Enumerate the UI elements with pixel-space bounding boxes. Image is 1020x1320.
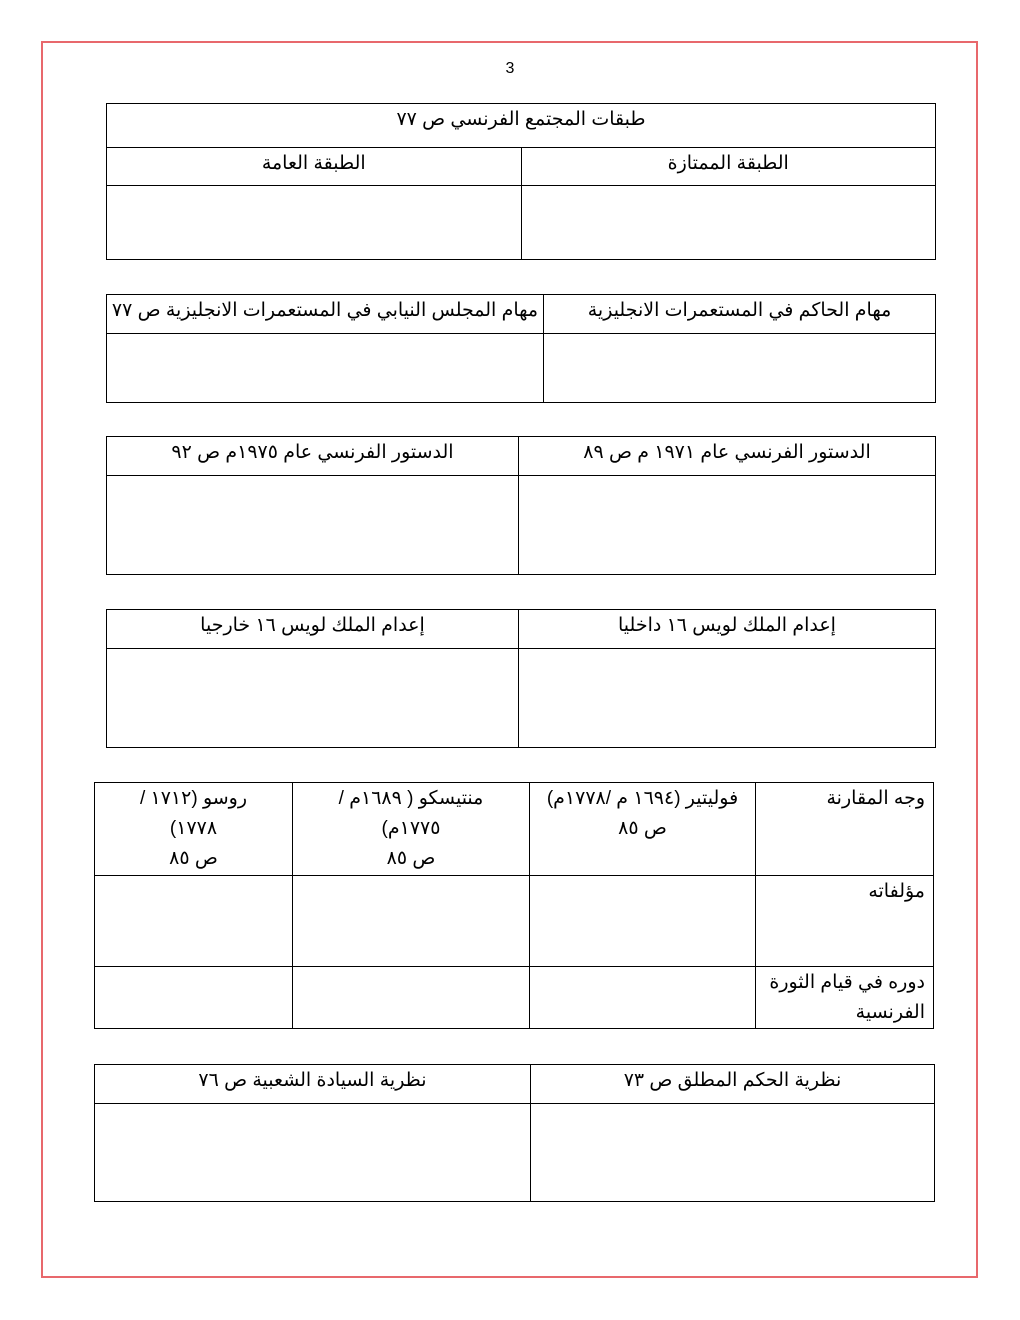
- execution-internal-answer[interactable]: [519, 649, 936, 748]
- governor-duties-header: مهام الحاكم في المستعمرات الانجليزية: [544, 295, 936, 334]
- montesquieu-line-1: منتيسكو ( ١٦٨٩م /: [338, 788, 484, 809]
- rousseau-line-2: ١٧٧٨): [169, 818, 218, 839]
- constitution-1795-header: الدستور الفرنسي عام ١٩٧٥م ص ٩٢: [107, 437, 519, 476]
- role-row-line-1: دوره في قيام الثورة: [769, 972, 925, 993]
- english-colonies-table: [106, 294, 936, 403]
- execution-table: [106, 609, 936, 748]
- role-row-line-2: الفرنسية: [855, 1002, 925, 1023]
- execution-internal-header: إعدام الملك لويس ١٦ داخليا: [519, 610, 936, 649]
- theories-table: [94, 1064, 935, 1202]
- society-title: طبقات المجتمع الفرنسي ص ٧٧: [107, 104, 936, 148]
- comparison-aspect-header: [756, 783, 934, 876]
- assembly-duties-answer[interactable]: [107, 334, 544, 403]
- constitution-1795-answer[interactable]: [107, 476, 519, 575]
- privileged-class-answer[interactable]: [521, 186, 936, 260]
- montesquieu-role-answer[interactable]: [293, 967, 530, 1029]
- assembly-duties-header: مهام المجلس النيابي في المستعمرات الانجليزية ص ٧٧: [107, 295, 544, 334]
- execution-external-answer[interactable]: [107, 649, 519, 748]
- rousseau-line-3: ص ٨٥: [169, 848, 218, 869]
- voltaire-line-2: ص ٨٥: [618, 818, 667, 839]
- rousseau-role-answer[interactable]: [95, 967, 293, 1029]
- montesquieu-line-3: ص ٨٥: [386, 848, 436, 869]
- rousseau-works-answer[interactable]: [95, 876, 293, 967]
- execution-external-header: إعدام الملك لويس ١٦ خارجيا: [107, 610, 519, 649]
- absolute-rule-answer[interactable]: [531, 1104, 935, 1202]
- absolute-rule-header: نظرية الحكم المطلق ص ٧٣: [531, 1065, 935, 1104]
- works-row-label: مؤلفاته: [756, 876, 934, 967]
- role-row-label: [756, 967, 934, 1029]
- common-class-answer[interactable]: [107, 186, 522, 260]
- privileged-class-header: الطبقة الممتازة: [521, 148, 936, 186]
- montesquieu-header: [293, 783, 530, 876]
- voltaire-works-answer[interactable]: [530, 876, 756, 967]
- governor-duties-answer[interactable]: [544, 334, 936, 403]
- comparison-aspect-label: وجه المقارنة: [826, 788, 925, 809]
- rousseau-header: [95, 783, 293, 876]
- montesquieu-works-answer[interactable]: [293, 876, 530, 967]
- constitution-1791-header: الدستور الفرنسي عام ١٩٧١ م ص ٨٩: [519, 437, 936, 476]
- voltaire-header: [530, 783, 756, 876]
- page-number: 3: [505, 60, 515, 77]
- thinkers-comparison-table: [94, 782, 934, 1029]
- popular-sovereignty-header: نظرية السيادة الشعبية ص ٧٦: [95, 1065, 531, 1104]
- constitution-1791-answer[interactable]: [519, 476, 936, 575]
- voltaire-role-answer[interactable]: [530, 967, 756, 1029]
- society-classes-table: [106, 103, 936, 260]
- montesquieu-line-2: ١٧٧٥م): [381, 818, 441, 839]
- common-class-header: الطبقة العامة: [107, 148, 522, 186]
- voltaire-line-1: فوليتير (١٦٩٤ م /١٧٧٨م): [546, 788, 739, 809]
- rousseau-line-1: روسو (١٧١٢ /: [139, 788, 248, 809]
- popular-sovereignty-answer[interactable]: [95, 1104, 531, 1202]
- constitution-table: [106, 436, 936, 575]
